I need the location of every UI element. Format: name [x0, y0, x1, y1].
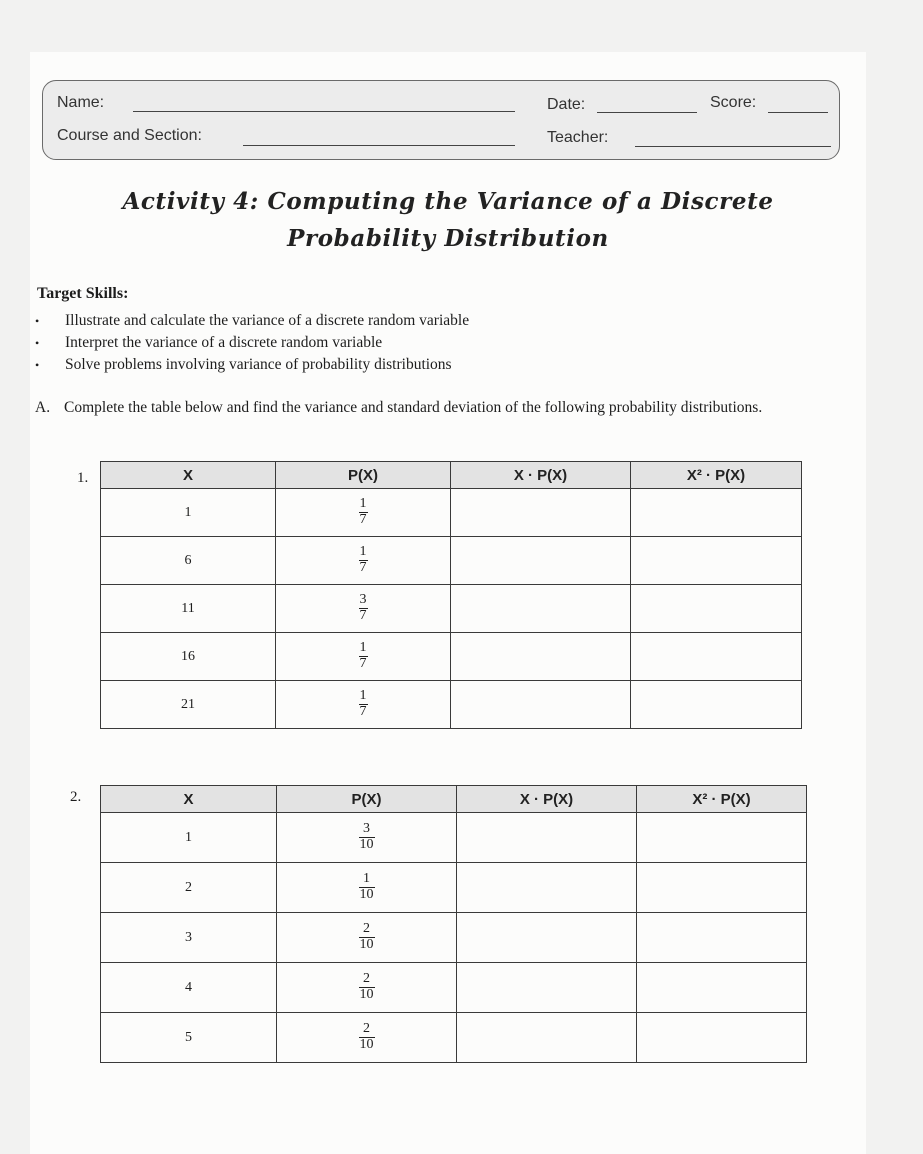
fraction [359, 1022, 375, 1052]
probability-cell [276, 585, 451, 633]
teacher-label: Teacher: [547, 129, 609, 146]
activity-title-line-1: Activity 4: Computing the Variance of a Discrete [122, 188, 774, 215]
x-value: 1 [101, 813, 277, 863]
probability-cell [276, 681, 451, 729]
fraction [359, 872, 375, 902]
score-label: Score: [710, 94, 757, 111]
probability-cell [277, 963, 457, 1013]
numerator: 1 [363, 871, 370, 887]
x2-px-cell[interactable] [631, 489, 802, 537]
table-row [101, 585, 802, 633]
x-px-cell[interactable] [451, 633, 631, 681]
x-px-cell[interactable] [457, 913, 637, 963]
denominator: 10 [359, 837, 374, 852]
fraction [359, 689, 368, 719]
x-value: 4 [101, 963, 277, 1013]
denominator: 10 [359, 887, 374, 902]
denominator: 7 [359, 512, 367, 527]
denominator: 7 [359, 704, 367, 719]
denominator: 10 [359, 937, 374, 952]
x-value: 3 [101, 913, 277, 963]
x2-px-cell[interactable] [631, 537, 802, 585]
probability-table-1 [100, 461, 802, 729]
column-header-px: P(X) [276, 462, 451, 489]
x2-px-cell[interactable] [637, 913, 807, 963]
list-item [30, 332, 469, 354]
probability-cell [276, 489, 451, 537]
denominator: 7 [359, 656, 367, 671]
numerator: 1 [359, 640, 367, 656]
fraction [359, 641, 368, 671]
numerator: 3 [359, 592, 367, 608]
table-row [101, 863, 807, 913]
list-item [30, 354, 469, 376]
numerator: 1 [359, 688, 367, 704]
skill-text: Illustrate and calculate the variance of a discrete random variable [65, 312, 470, 329]
probability-cell [277, 1013, 457, 1063]
probability-cell [276, 633, 451, 681]
numerator: 2 [363, 971, 370, 987]
name-label: Name: [57, 94, 105, 111]
column-header-x-px: X · P(X) [451, 462, 631, 489]
instruction-text: Complete the table below and find the variance and standard deviation of the following probability distributions. [64, 399, 763, 416]
numerator: 2 [363, 1021, 370, 1037]
x2-px-cell[interactable] [631, 681, 802, 729]
x-value: 2 [101, 863, 277, 913]
table-row [101, 1013, 807, 1063]
skill-text: Solve problems involving variance of probability distributions [65, 356, 452, 373]
problem-number-1: 1. [77, 470, 89, 486]
fraction [359, 922, 375, 952]
x-value: 11 [101, 585, 276, 633]
table-row [101, 537, 802, 585]
x-px-cell[interactable] [457, 1013, 637, 1063]
x-value: 16 [101, 633, 276, 681]
date-label: Date: [547, 96, 586, 113]
column-header-x-px: X · P(X) [457, 786, 637, 813]
table-row [101, 489, 802, 537]
x-value: 5 [101, 1013, 277, 1063]
skill-text: Interpret the variance of a discrete random variable [65, 334, 383, 351]
score-input-line[interactable] [768, 112, 828, 113]
x2-px-cell[interactable] [637, 863, 807, 913]
table-header-row [101, 786, 807, 813]
course-section-input-line[interactable] [243, 145, 515, 146]
denominator: 10 [359, 987, 374, 1002]
probability-cell [277, 813, 457, 863]
denominator: 7 [359, 560, 367, 575]
numerator: 1 [359, 496, 367, 512]
denominator: 7 [359, 608, 367, 623]
list-item [30, 310, 469, 332]
target-skills-heading: Target Skills: [37, 285, 129, 302]
date-input-line[interactable] [597, 112, 697, 113]
bullet-icon: • [35, 336, 40, 350]
problem-number-2: 2. [70, 789, 82, 805]
probability-cell [277, 913, 457, 963]
bullet-icon: • [35, 358, 40, 372]
x2-px-cell[interactable] [631, 585, 802, 633]
x-px-cell[interactable] [457, 963, 637, 1013]
x-px-cell[interactable] [457, 863, 637, 913]
x2-px-cell[interactable] [637, 1013, 807, 1063]
table-row [101, 813, 807, 863]
x2-px-cell[interactable] [631, 633, 802, 681]
x2-px-cell[interactable] [637, 963, 807, 1013]
name-input-line[interactable] [133, 111, 515, 112]
x-value: 6 [101, 537, 276, 585]
course-section-label: Course and Section: [57, 127, 202, 144]
table-row [101, 681, 802, 729]
numerator: 1 [359, 544, 367, 560]
x-px-cell[interactable] [451, 681, 631, 729]
student-info-box [42, 80, 840, 160]
x-px-cell[interactable] [451, 489, 631, 537]
teacher-input-line[interactable] [635, 146, 831, 147]
x-px-cell[interactable] [457, 813, 637, 863]
x-px-cell[interactable] [451, 537, 631, 585]
probability-cell [276, 537, 451, 585]
x-px-cell[interactable] [451, 585, 631, 633]
x-value: 21 [101, 681, 276, 729]
denominator: 10 [359, 1037, 374, 1052]
target-skills-list [30, 310, 469, 376]
numerator: 3 [363, 821, 370, 837]
activity-title-line-2: Probability Distribution [287, 225, 609, 252]
table-header-row [101, 462, 802, 489]
probability-table-2 [100, 785, 807, 1063]
probability-cell [277, 863, 457, 913]
x-value: 1 [101, 489, 276, 537]
column-header-x2-px: X² · P(X) [637, 786, 807, 813]
fraction [359, 972, 375, 1002]
bullet-icon: • [35, 314, 40, 328]
instruction-letter: A. [35, 399, 51, 416]
numerator: 2 [363, 921, 370, 937]
fraction [359, 593, 368, 623]
worksheet-page [30, 52, 866, 1154]
table-row [101, 963, 807, 1013]
x2-px-cell[interactable] [637, 813, 807, 863]
column-header-x2-px: X² · P(X) [631, 462, 802, 489]
column-header-x: X [101, 462, 276, 489]
fraction [359, 822, 375, 852]
fraction [359, 545, 368, 575]
column-header-x: X [101, 786, 277, 813]
column-header-px: P(X) [277, 786, 457, 813]
table-row [101, 913, 807, 963]
table-row [101, 633, 802, 681]
fraction [359, 497, 368, 527]
